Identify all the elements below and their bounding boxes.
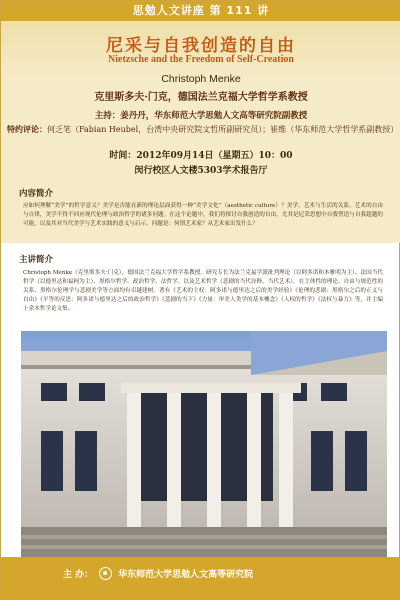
organizer-line — [63, 567, 383, 583]
building-photo — [21, 331, 387, 557]
organizer-name: 华东师范大学思勉人文高等研究院 — [118, 570, 254, 580]
intro-text: 应如何理解“美学”的哲学意义？美学是否能在新的理论层面获得一种“美学文化”（aesthetic culture）？美学、艺术与生活的关系，艺术的自由与自律，美学不得不回应现代伦理与政治哲学的诸多问题。在这个论题中，我们将探讨自我创造的自由，尤其是尼采思想中自我塑造与自我超越的可能，以及其对当代美学与艺术实践的意义与启示。问题是：何谓艺术家？从艺术家出发什么？ — [23, 203, 383, 227]
reviewers-label: 特约评论： — [7, 124, 47, 134]
intro-heading: 内容简介 — [19, 189, 54, 199]
event-venue: 闵行校区人文楼5303学术报告厅 — [134, 166, 268, 176]
building-illustration — [21, 331, 387, 557]
bio-heading: 主讲简介 — [19, 255, 54, 265]
lecture-title-en: Nietzsche and the Freedom of Self-Creation — [108, 54, 294, 65]
reviewers-text: 何乏笔（Fabian Heubel，台湾中央研究院文哲所副研究员）；崔维（华东师范大学哲学系副教授） — [47, 125, 399, 134]
institute-logo-icon — [99, 567, 112, 580]
reviewers-line — [7, 124, 397, 135]
bio-text: Christoph Menke（克里斯多夫·门克），德国法兰克福大学哲学系教授。研究专长为法兰克福学派批判理论（以阿多诺和本雅明为主）、法国当代哲学（以德里达和福柯为主）、黑格尔哲学、政治哲学、法哲学、以及艺术哲学（悲剧的当代诠释、当代艺术）。在主体性的理论、自由与规范性的关系、黑格尔伦理学与悲剧美学等方面均有卓越建树。著有《艺术的主权：阿多诺与德里达之后的美学经验》《伦理的悲剧：黑格尔之后的正义与自由》《平等的反思：阿多诺与德里达之后的政治哲学》《悲剧的当下》《力量：审美人类学的基本概念》《人权的哲学》《法权与暴力》等，并主编十余本哲学论文集。 — [23, 270, 383, 312]
speaker-name-cn: 克里斯多夫·门克，德国法兰克福大学哲学系教授 — [94, 92, 308, 103]
lecture-series-title: 思勉人文讲座 第 111 讲 — [132, 4, 270, 17]
event-time: 时间：2012年09月14日（星期五）10：00 — [109, 151, 293, 161]
speaker-name-en: Christoph Menke — [161, 73, 241, 85]
top-band — [1, 1, 400, 21]
host-line: 主持：姜丹丹，华东师范大学思勉人文高等研究院副教授 — [94, 111, 308, 121]
organizer-label: 主 办： — [63, 570, 94, 580]
lecture-title-cn: 尼采与自我创造的自由 — [106, 36, 296, 56]
